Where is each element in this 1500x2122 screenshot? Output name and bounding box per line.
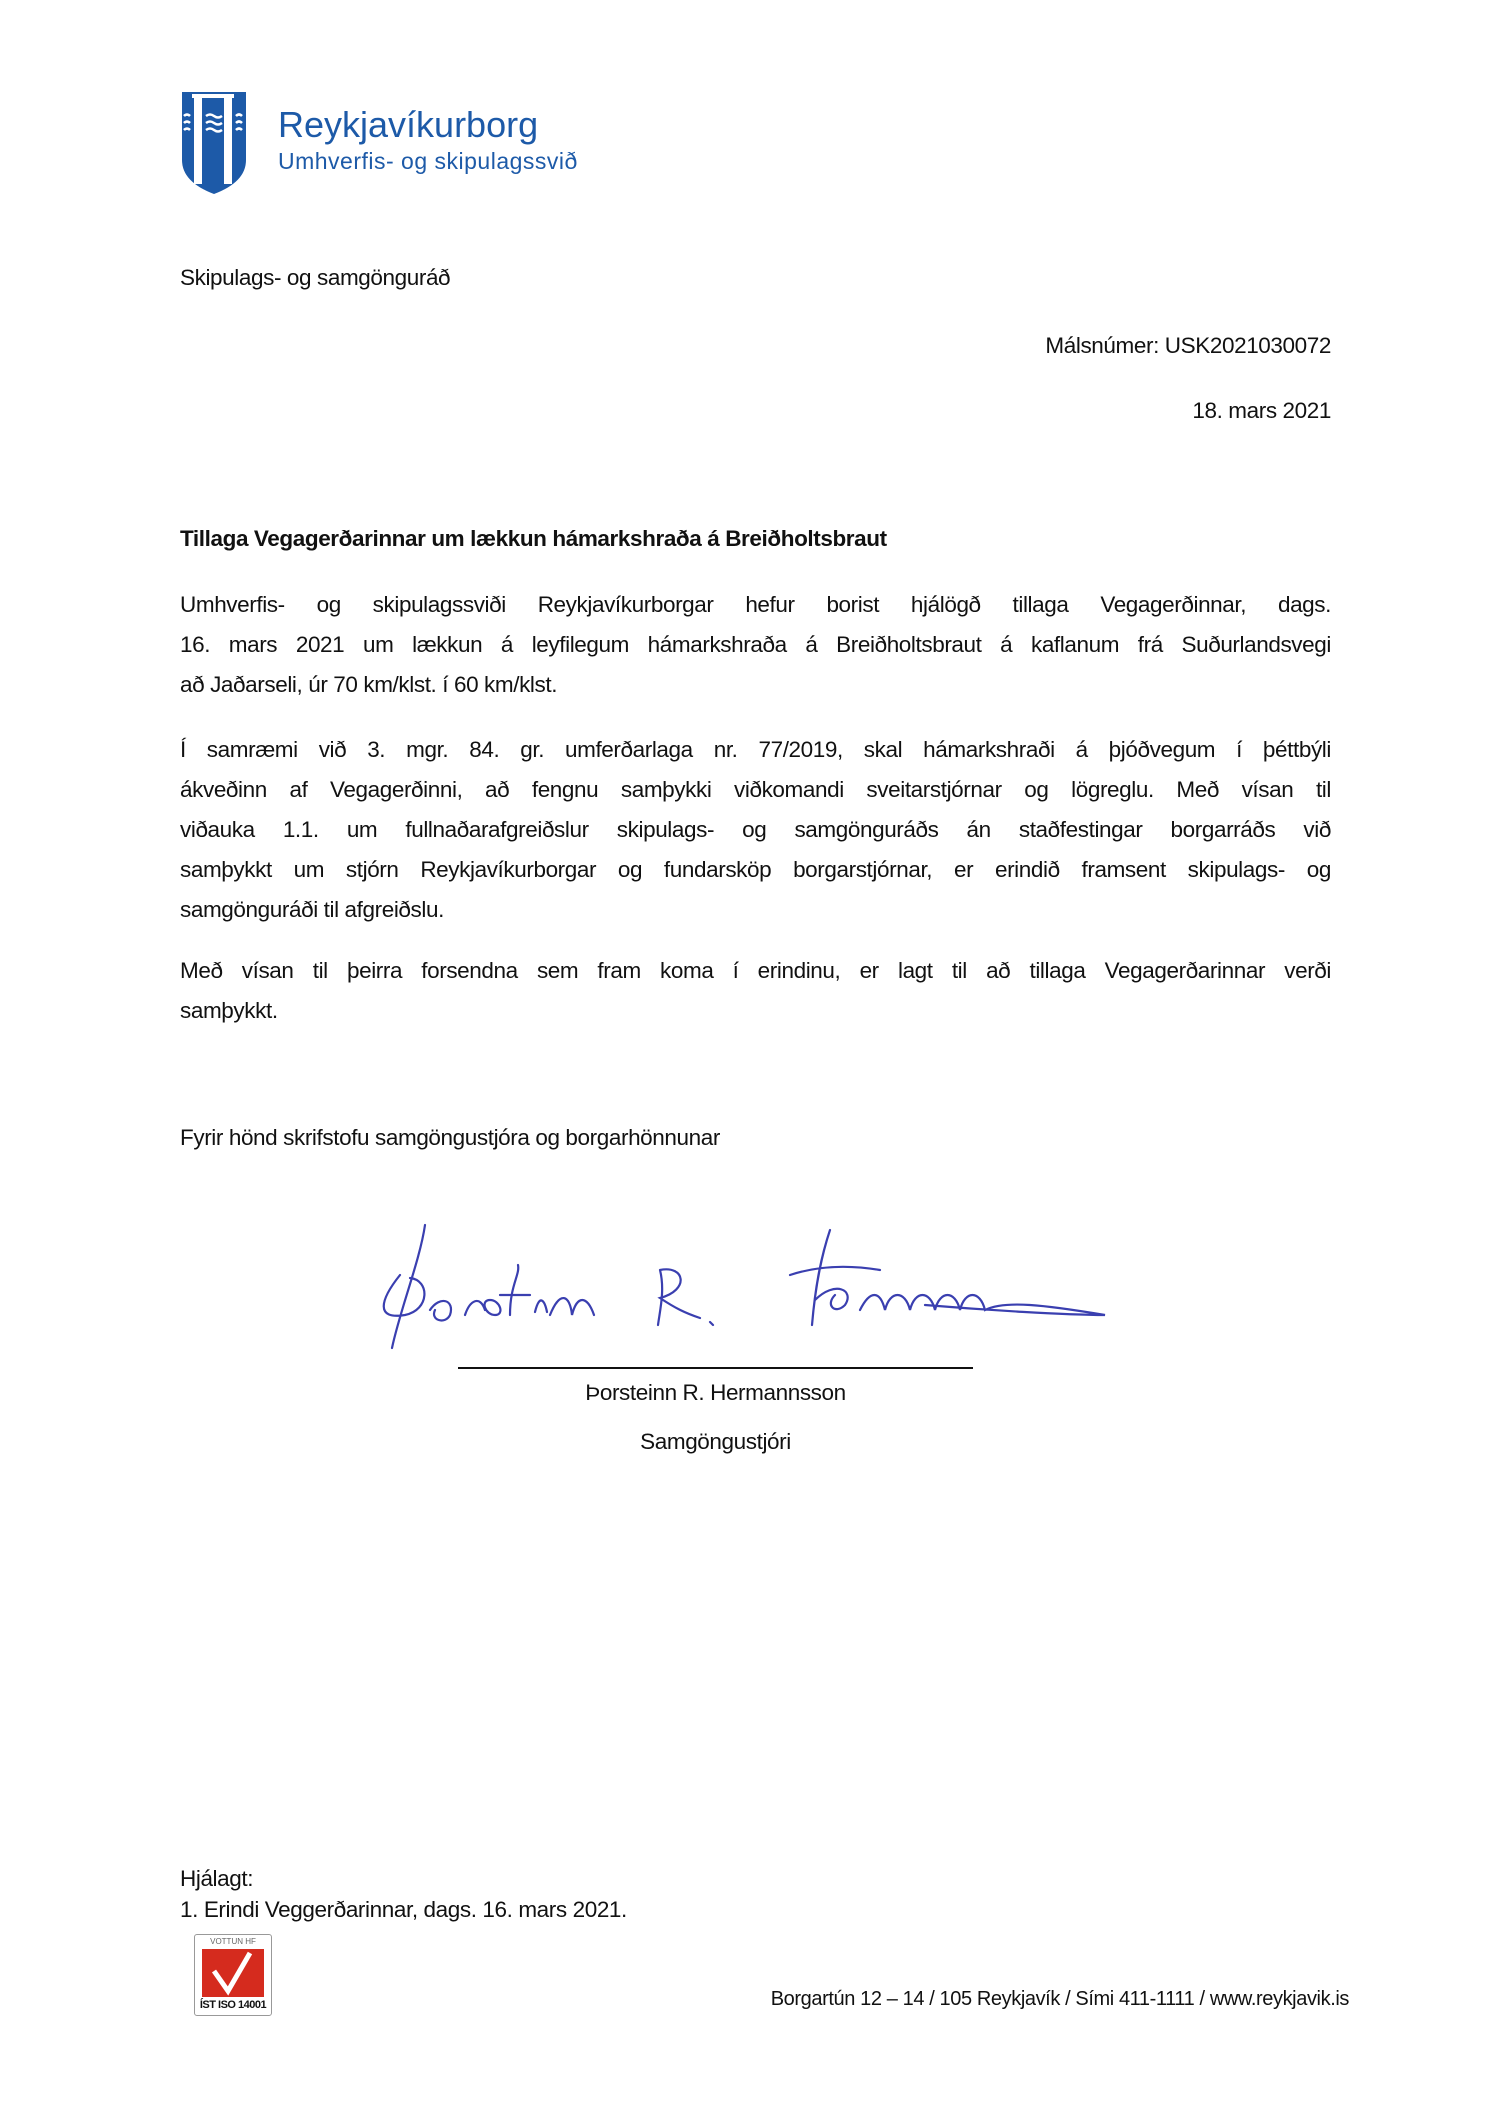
- case-number: Málsnúmer: USK2021030072: [1045, 333, 1331, 358]
- subject-heading: Tillaga Vegagerðarinnar um lækkun hámarkshraða á Breiðholtsbraut: [180, 526, 887, 551]
- iso-badge-top-text: VOTTUN HF: [210, 1937, 256, 1946]
- paragraph-line: ákveðinn af Vegagerðinni, að fengnu samþykki viðkomandi sveitarstjórnar og lögreglu. Með vísan til: [180, 777, 1331, 802]
- handwritten-signature: [370, 1220, 1170, 1360]
- closing-line: Fyrir hönd skrifstofu samgöngustjóra og borgarhönnunar: [180, 1125, 720, 1150]
- logo: [180, 90, 620, 200]
- paragraph-line: 16. mars 2021 um lækkun á leyfilegum hámarkshraða á Breiðholtsbraut á kaflanum frá Suðurlandsvegi: [180, 632, 1331, 657]
- logo-title: Reykjavíkurborg: [278, 104, 539, 145]
- paragraph-line: Með vísan til þeirra forsendna sem fram koma í erindinu, er lagt til að tillaga Vegagerðarinnar verði: [180, 958, 1331, 983]
- signer-name: Þorsteinn R. Hermannsson: [585, 1380, 846, 1405]
- letter-date: 18. mars 2021: [1192, 398, 1331, 423]
- logo-subtitle: Umhverfis- og skipulagssvið: [278, 148, 578, 174]
- paragraph-line: samgönguráði til afgreiðslu.: [180, 897, 444, 922]
- paragraph-1: [180, 585, 1331, 705]
- checkmark-icon: [202, 1949, 264, 1997]
- attachment-item: 1. Erindi Veggerðarinnar, dags. 16. mars 2021.: [180, 1897, 627, 1922]
- paragraph-3: [180, 951, 1331, 1031]
- iso-badge-bottom-text: ÍST ISO 14001: [199, 1999, 267, 2011]
- paragraph-line: Í samræmi við 3. mgr. 84. gr. umferðarlaga nr. 77/2019, skal hámarkshraði á þjóðvegum í þéttbýli: [180, 737, 1331, 762]
- recipient: Skipulags- og samgönguráð: [180, 265, 451, 290]
- coat-of-arms-icon: [180, 90, 248, 196]
- paragraph-line: samþykkt.: [180, 998, 278, 1023]
- paragraph-2: [180, 730, 1331, 930]
- paragraph-line: að Jaðarseli, úr 70 km/klst. í 60 km/klst.: [180, 672, 558, 697]
- signer-title: Samgöngustjóri: [640, 1429, 791, 1454]
- paragraph-line: Umhverfis- og skipulagssviði Reykjavíkurborgar hefur borist hjálögð tillaga Vegagerðinnar, dags.: [180, 592, 1331, 617]
- attachments-label: Hjálagt:: [180, 1866, 254, 1891]
- paragraph-line: viðauka 1.1. um fullnaðarafgreiðslur skipulags- og samgönguráðs án staðfestingar borgarráðs við: [180, 817, 1331, 842]
- signature-line: [458, 1367, 973, 1369]
- footer-address: Borgartún 12 – 14 / 105 Reykjavík / Sími 411-1111 / www.reykjavik.is: [770, 1988, 1349, 2010]
- iso-certification-badge: [194, 1934, 272, 2016]
- paragraph-line: samþykkt um stjórn Reykjavíkurborgar og fundarsköp borgarstjórnar, er erindið framsent skipulags- og: [180, 857, 1331, 882]
